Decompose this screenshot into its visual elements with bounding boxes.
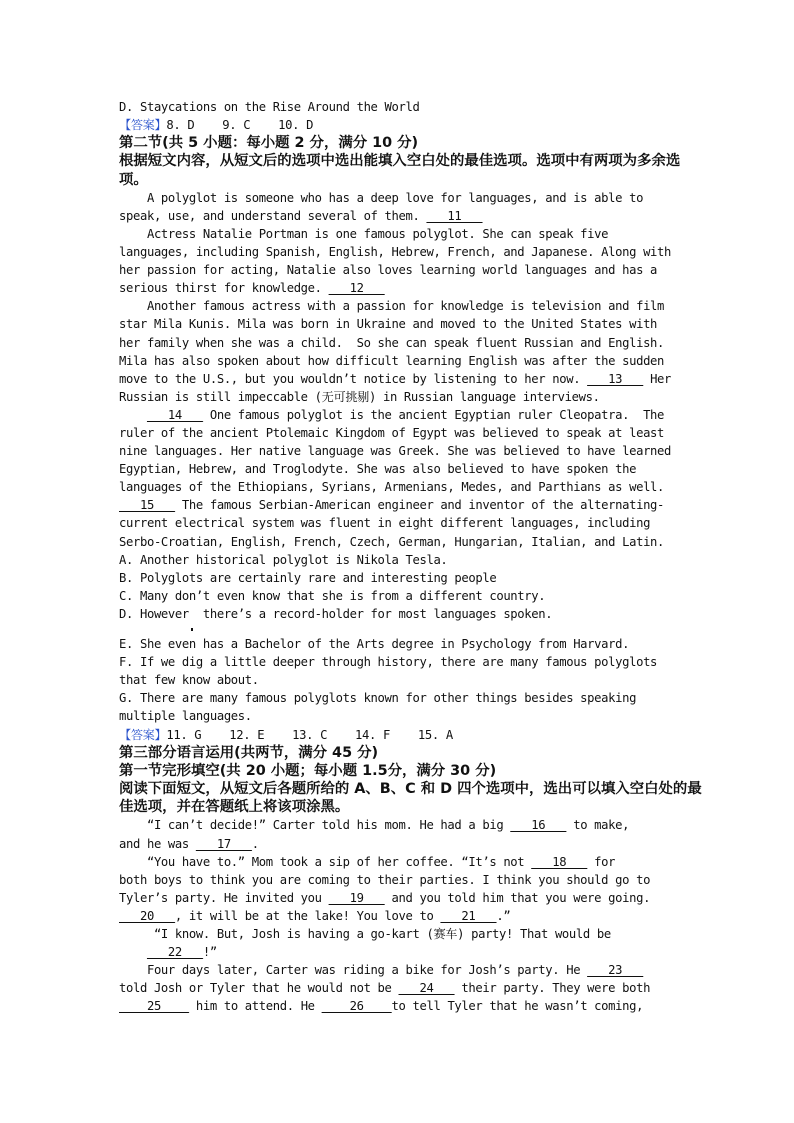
option-f: F. If we dig a little deeper through history, there are many famous polyglots xyxy=(119,655,658,670)
blank-20[interactable]: ___20___ xyxy=(119,908,175,923)
passage-text: Tyler’s party. He invited you xyxy=(119,890,329,905)
passage-text: The famous Serbian-American engineer and inventor of the alternating- xyxy=(174,498,665,513)
part3-sub-heading: 第一节完形填空(共 20 小题；每小题 1.5分，满分 30 分) xyxy=(119,762,497,779)
passage-text: serious thirst for knowledge. xyxy=(119,281,329,296)
passage-line: Serbo-Croatian, English, French, Czech, German, Hungarian, Italian, and Latin. xyxy=(119,534,665,549)
passage-line xyxy=(119,370,679,388)
passage-text: !” xyxy=(202,945,217,960)
passage-line xyxy=(119,853,679,871)
passage-text: . xyxy=(251,836,259,851)
option-f-cont: that few know about. xyxy=(119,673,259,688)
passage-2 xyxy=(119,816,679,1015)
passage-line xyxy=(119,907,679,925)
option-g-cont: multiple languages. xyxy=(119,709,252,724)
passage-text: Her xyxy=(643,371,672,386)
option-b: B. Polyglots are certainly rare and interesting people xyxy=(119,570,497,585)
blank-11[interactable]: ___11___ xyxy=(426,208,483,223)
options-list xyxy=(119,551,679,726)
passage-line xyxy=(119,816,679,834)
option-d: D. However there’s a record-holder for most languages spoken. xyxy=(119,606,553,621)
option-a: A. Another historical polyglot is Nikola Tesla. xyxy=(119,552,448,567)
passage-line: Egyptian, Hebrew, and Troglodyte. She was also believed to have spoken the xyxy=(119,462,637,477)
answer-line-2 xyxy=(119,726,679,744)
blank-24[interactable]: ___24___ xyxy=(398,981,455,996)
answer-tag: 【答案】 xyxy=(119,118,167,133)
blank-16[interactable]: ___16___ xyxy=(510,818,567,833)
passage-line: star Mila Kunis. Mila was born in Ukraine and moved to the United States with xyxy=(119,317,658,332)
part3-instruction-cont: 佳选项，并在答题纸上将该项涂黑。 xyxy=(119,799,350,816)
document-body xyxy=(119,98,702,1015)
passage-line xyxy=(119,496,679,514)
blank-19[interactable]: ___19___ xyxy=(328,890,385,905)
blank-15[interactable]: ___15___ xyxy=(119,498,175,513)
blank-14[interactable]: ___14___ xyxy=(146,407,203,422)
passage-line xyxy=(119,889,679,907)
blank-23[interactable]: ___23___ xyxy=(587,963,644,978)
passage-line: Another famous actress with a passion for knowledge is television and film xyxy=(119,299,665,314)
option-c: C. Many don’t even know that she is from a different country. xyxy=(119,588,546,603)
blank-17[interactable]: ___17___ xyxy=(195,836,252,851)
passage-line: nine languages. Her native language was Greek. She was believed to have learned xyxy=(119,444,672,459)
part3-heading: 第三部分语言运用(共两节，满分 45 分) xyxy=(119,744,379,761)
passage-line xyxy=(119,979,679,997)
passage-text: to tell Tyler that he wasn’t coming, xyxy=(391,999,644,1014)
stray-dot-mark xyxy=(191,628,193,631)
passage-indent xyxy=(119,945,147,959)
passage-line: ruler of the ancient Ptolemaic Kingdom of Egypt was believed to speak at least xyxy=(119,426,665,441)
passage-text: One famous polyglot is the ancient Egyptian ruler Cleopatra. The xyxy=(202,407,665,422)
passage-line xyxy=(119,279,679,297)
blank-13[interactable]: ___13___ xyxy=(587,371,644,386)
passage-line xyxy=(119,406,679,424)
passage-text: and he was xyxy=(119,836,196,851)
passage-line xyxy=(119,207,679,225)
blank-12[interactable]: ___12___ xyxy=(328,281,385,296)
passage-line: both boys to think you are coming to their parties. I think you should go to xyxy=(119,872,651,887)
passage-text: move to the U.S., but you wouldn’t notice by listening to her now. xyxy=(119,371,588,386)
passage-text: , it will be at the lake! You love to xyxy=(174,908,441,923)
answer-line-1 xyxy=(119,116,679,134)
blank-22[interactable]: ___22___ xyxy=(146,945,203,960)
passage-text: speak, use, and understand several of them. xyxy=(119,208,427,223)
passage-text: him to attend. He xyxy=(188,999,322,1014)
passage-text: to make, xyxy=(566,818,630,833)
passage-line: “I know. But, Josh is having a go-kart (赛车) party! That would be xyxy=(119,926,611,941)
passage-line xyxy=(119,835,679,853)
passage-text: told Josh or Tyler that he would not be xyxy=(119,981,399,996)
passage-indent xyxy=(119,408,147,422)
passage-text: their party. They were both xyxy=(454,981,651,996)
passage-1 xyxy=(119,189,679,551)
passage-line: her family when she was a child. So she can speak fluent Russian and English. xyxy=(119,335,665,350)
passage-line: current electrical system was fluent in eight different languages, including xyxy=(119,516,651,531)
option-e: E. She even has a Bachelor of the Arts degree in Psychology from Harvard. xyxy=(119,637,630,652)
passage-line xyxy=(119,943,679,961)
blank-21[interactable]: ___21___ xyxy=(440,908,497,923)
previous-option-d: D. Staycations on the Rise Around the World xyxy=(119,100,420,114)
passage-text: “You have to.” Mom took a sip of her coffee. “It’s not xyxy=(119,854,532,869)
blank-18[interactable]: ___18___ xyxy=(531,854,588,869)
answer-text: 11. G 12. E 13. C 14. F 15. A xyxy=(166,727,453,742)
blank-26[interactable]: ____26____ xyxy=(321,999,392,1014)
section2-instruction-cont: 项。 xyxy=(119,171,148,188)
passage-line: Russian is still impeccable (无可挑剔) in Russian language interviews. xyxy=(119,389,600,404)
passage-line xyxy=(119,961,679,979)
passage-text: for xyxy=(587,854,616,869)
passage-text: and you told him that you were going. xyxy=(384,890,651,905)
section2-heading: 第二节(共 5 小题：每小题 2 分，满分 10 分) xyxy=(119,135,419,152)
passage-line: languages of the Ethiopians, Syrians, Armenians, Medes, and Parthians as well. xyxy=(119,480,665,495)
passage-line: her passion for acting, Natalie also loves learning world languages and has a xyxy=(119,263,658,278)
blank-25[interactable]: ____25____ xyxy=(119,999,189,1014)
passage-line: languages, including Spanish, English, Hebrew, French, and Japanese. Along with xyxy=(119,245,672,260)
passage-line: Mila has also spoken about how difficult learning English was after the sudden xyxy=(119,353,665,368)
part3-instruction: 阅读下面短文，从短文后各题所给的 A、B、C 和 D 四个选项中，选出可以填入空白处的最 xyxy=(119,781,702,798)
passage-line: Actress Natalie Portman is one famous polyglot. She can speak five xyxy=(119,226,609,241)
answer-tag: 【答案】 xyxy=(119,727,167,742)
passage-text: “I can’t decide!” Carter told his mom. He had a big xyxy=(119,818,511,833)
answer-text: 8. D 9. C 10. D xyxy=(166,118,314,133)
passage-line xyxy=(119,997,679,1015)
passage-text: Four days later, Carter was riding a bike for Josh’s party. He xyxy=(119,963,588,978)
section2-instruction: 根据短文内容，从短文后的选项中选出能填入空白处的最佳选项。选项中有两项为多余选 xyxy=(119,153,681,170)
passage-line: A polyglot is someone who has a deep love for languages, and is able to xyxy=(119,190,644,205)
passage-text: .” xyxy=(496,908,511,923)
option-g: G. There are many famous polyglots known for other things besides speaking xyxy=(119,691,637,706)
